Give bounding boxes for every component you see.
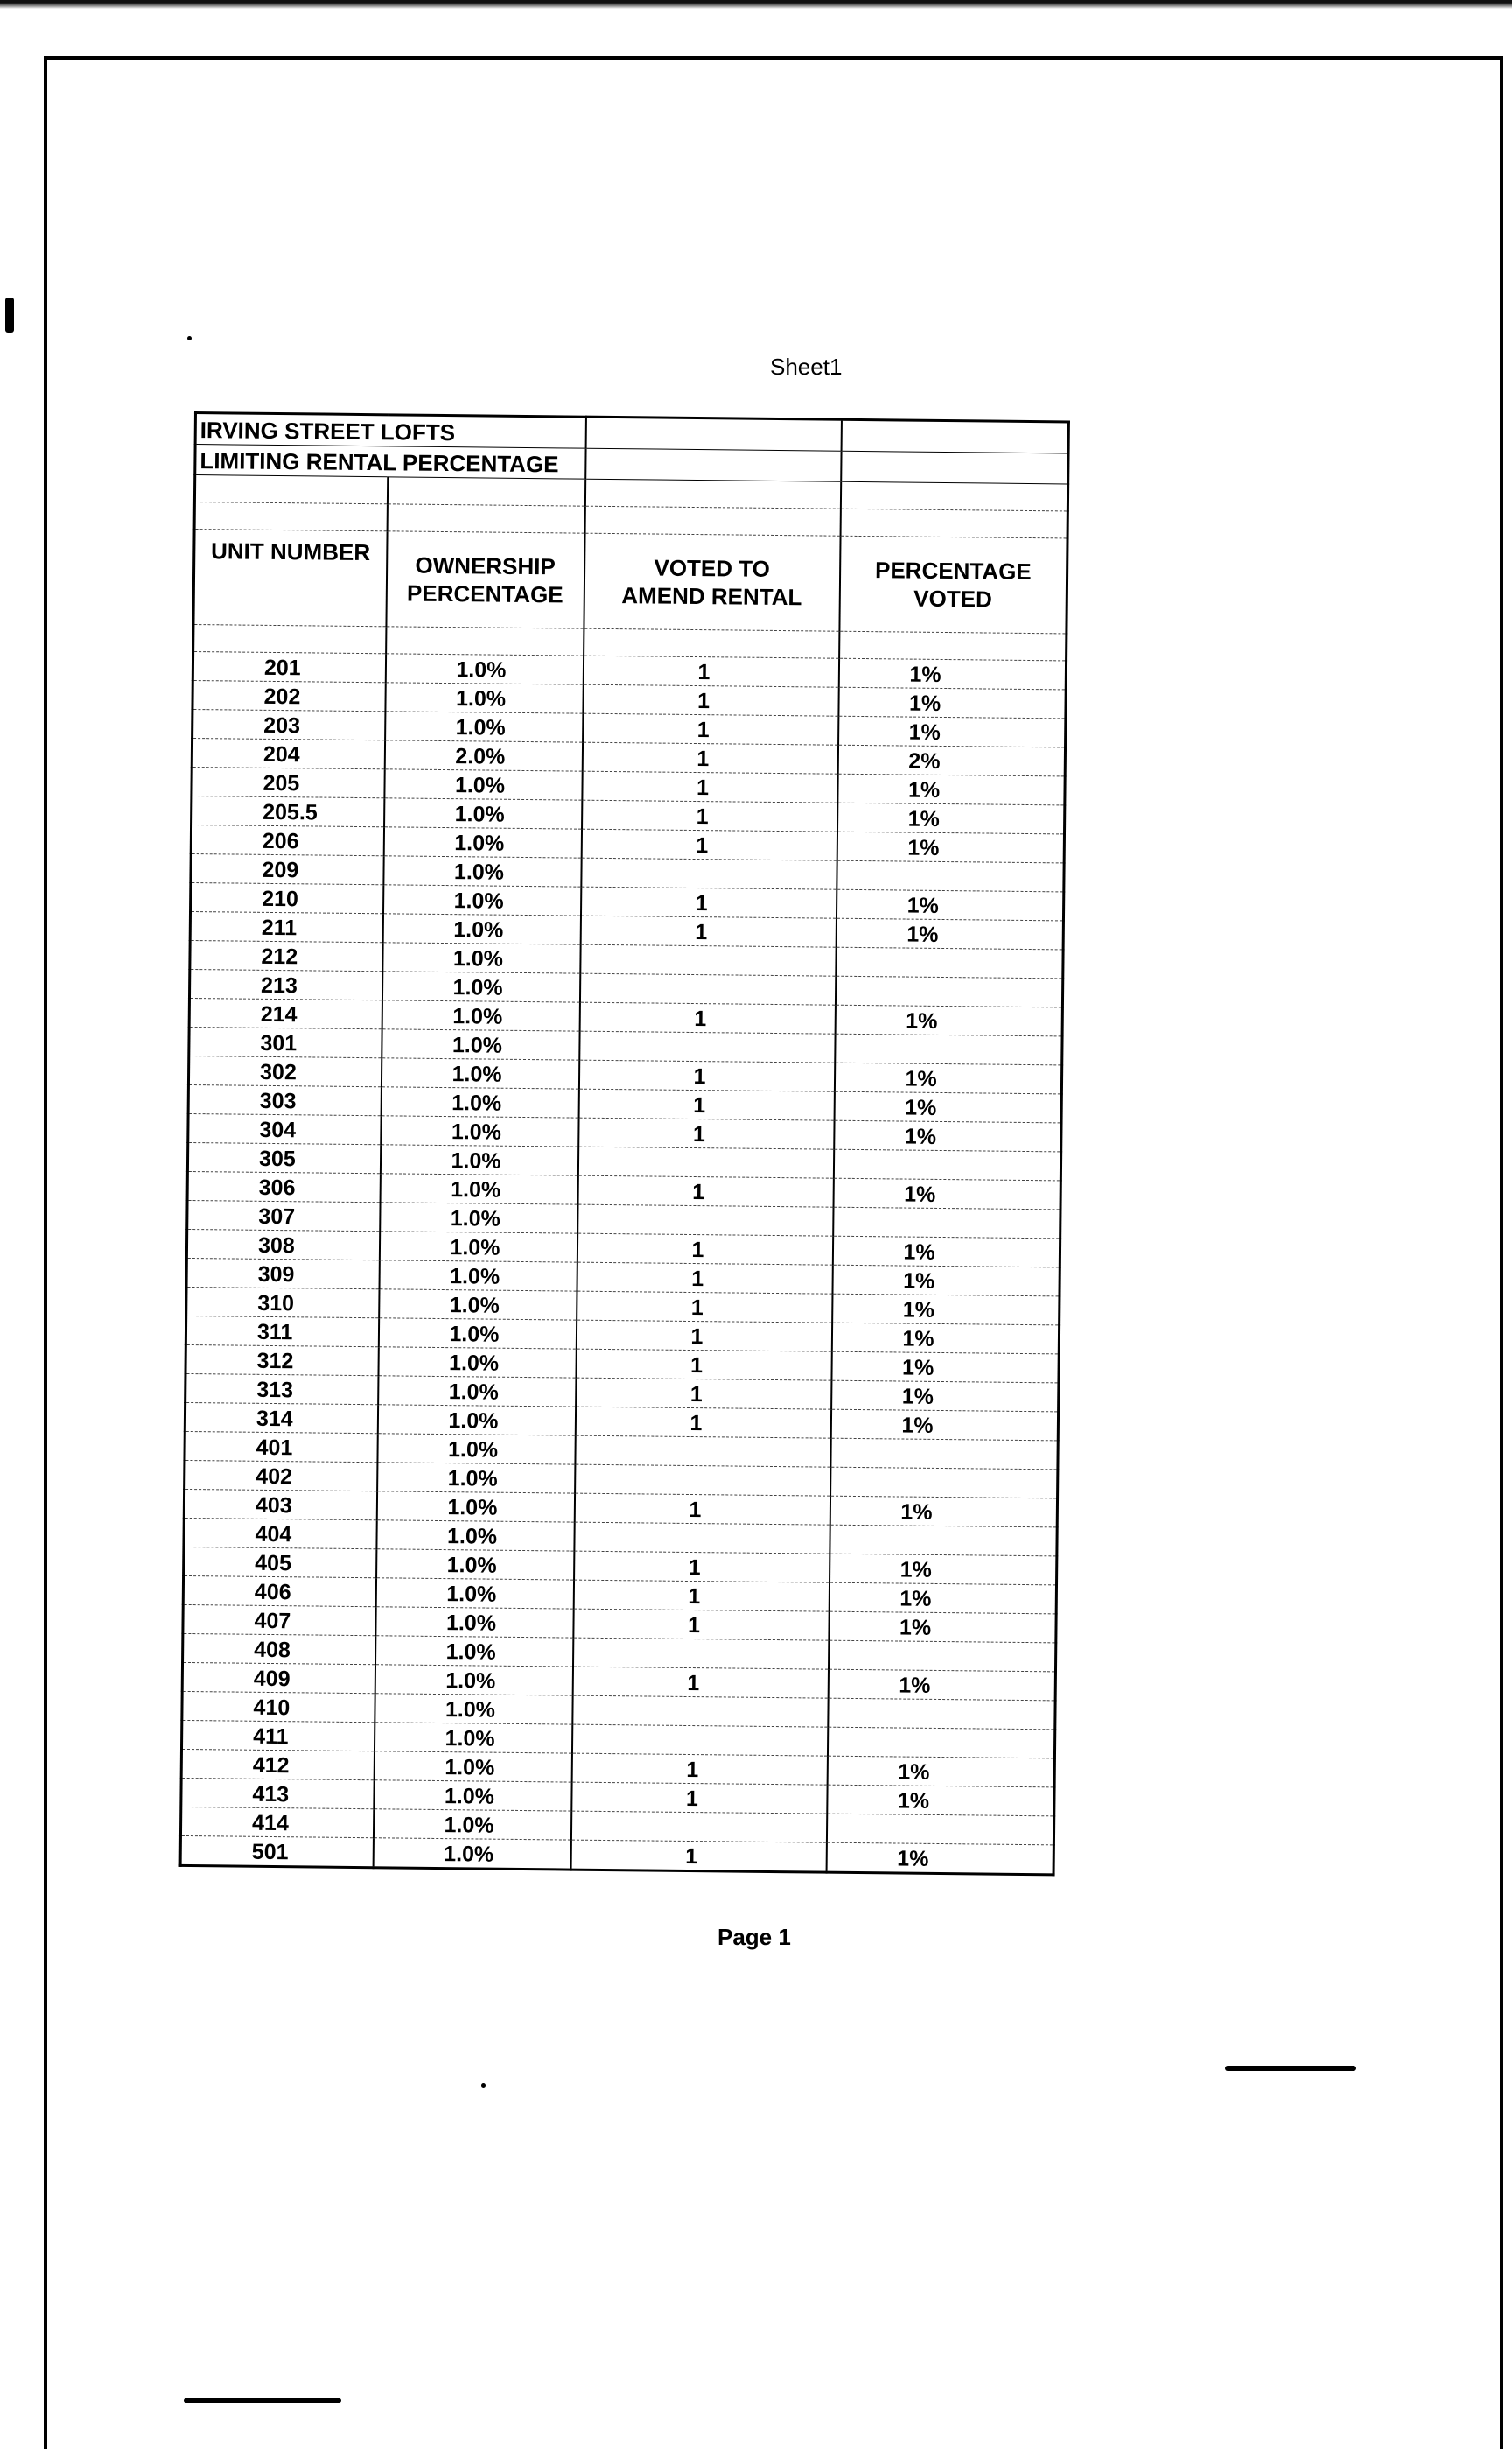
scan-mark bbox=[1225, 2066, 1356, 2071]
voted-cell bbox=[573, 1638, 829, 1669]
voted-cell: 1 bbox=[576, 1320, 831, 1351]
unit-number-cell: 214 bbox=[189, 998, 382, 1028]
ownership-cell: 1.0% bbox=[378, 1376, 576, 1407]
percentage-voted-cell: 1% bbox=[837, 803, 1065, 834]
ownership-cell: 1.0% bbox=[379, 1260, 577, 1291]
ownership-cell: 1.0% bbox=[380, 1203, 578, 1233]
unit-number-cell: 211 bbox=[190, 911, 382, 942]
percentage-voted-cell: 1% bbox=[832, 1294, 1060, 1325]
voted-cell bbox=[579, 1031, 835, 1063]
voted-cell: 1 bbox=[577, 1291, 832, 1323]
unit-number-cell: 205 bbox=[192, 767, 384, 797]
voted-cell: 1 bbox=[582, 800, 837, 832]
ownership-cell: 1.0% bbox=[382, 1029, 579, 1060]
voted-cell: 1 bbox=[578, 1089, 834, 1120]
ownership-cell: 1.0% bbox=[383, 827, 581, 858]
ownership-cell: 1.0% bbox=[379, 1289, 577, 1320]
ownership-cell: 1.0% bbox=[377, 1463, 575, 1493]
percentage-voted-cell bbox=[836, 947, 1063, 979]
unit-number-cell: 408 bbox=[183, 1633, 375, 1664]
unit-number-cell: 209 bbox=[191, 853, 383, 884]
percentage-voted-cell bbox=[830, 1438, 1058, 1470]
ownership-cell: 1.0% bbox=[379, 1232, 577, 1262]
percentage-voted-cell bbox=[836, 860, 1064, 892]
percentage-voted-cell bbox=[833, 1149, 1060, 1181]
unit-number-cell: 407 bbox=[183, 1604, 375, 1635]
ownership-cell: 1.0% bbox=[384, 769, 582, 800]
percentage-voted-cell: 1% bbox=[834, 1091, 1061, 1123]
ownership-cell: 1.0% bbox=[377, 1434, 575, 1464]
percentage-voted-cell: 1% bbox=[838, 658, 1066, 690]
unit-number-cell: 302 bbox=[188, 1056, 381, 1086]
voted-cell bbox=[580, 944, 836, 976]
voted-cell: 1 bbox=[578, 1175, 833, 1207]
header-voted-to-amend: VOTED TO AMEND RENTAL bbox=[584, 533, 840, 631]
scan-speck bbox=[187, 336, 192, 340]
percentage-voted-cell bbox=[835, 976, 1062, 1007]
page-number: Page 1 bbox=[718, 1924, 791, 1950]
rental-table-container bbox=[179, 411, 1068, 1871]
percentage-voted-cell bbox=[830, 1525, 1057, 1556]
table-subtitle: LIMITING RENTAL PERCENTAGE bbox=[195, 445, 585, 480]
unit-number-cell: 401 bbox=[185, 1431, 377, 1462]
header-ownership-percentage: OWNERSHIP PERCENTAGE bbox=[386, 531, 584, 628]
scan-edge bbox=[0, 0, 1512, 9]
percentage-voted-cell: 2% bbox=[837, 745, 1065, 776]
unit-number-cell: 310 bbox=[186, 1287, 379, 1317]
voted-cell: 1 bbox=[579, 1002, 835, 1034]
unit-number-cell: 206 bbox=[191, 825, 383, 855]
voted-cell: 1 bbox=[577, 1233, 832, 1265]
ownership-cell: 1.0% bbox=[382, 914, 580, 944]
unit-number-cell: 309 bbox=[186, 1258, 379, 1288]
table-title: IRVING STREET LOFTS bbox=[195, 413, 585, 449]
voted-cell: 1 bbox=[571, 1753, 827, 1785]
ownership-cell: 1.0% bbox=[373, 1838, 570, 1870]
scan-speck bbox=[481, 2083, 486, 2088]
header-unit-number: UNIT NUMBER bbox=[193, 530, 387, 627]
unit-number-cell: 402 bbox=[185, 1460, 377, 1491]
percentage-voted-cell: 1% bbox=[830, 1554, 1057, 1585]
percentage-voted-cell: 1% bbox=[831, 1380, 1059, 1412]
percentage-voted-cell: 1% bbox=[831, 1323, 1059, 1354]
voted-cell bbox=[574, 1522, 830, 1554]
ownership-cell: 1.0% bbox=[380, 1174, 578, 1204]
percentage-voted-cell: 1% bbox=[829, 1582, 1056, 1614]
percentage-voted-cell: 1% bbox=[835, 1005, 1062, 1036]
unit-number-cell: 201 bbox=[192, 652, 385, 683]
percentage-voted-cell bbox=[830, 1467, 1058, 1498]
ownership-cell: 1.0% bbox=[376, 1549, 574, 1580]
sheet-title: Sheet1 bbox=[770, 354, 843, 380]
ownership-cell: 1.0% bbox=[374, 1694, 572, 1724]
unit-number-cell: 311 bbox=[186, 1316, 378, 1346]
voted-cell: 1 bbox=[570, 1840, 826, 1872]
unit-number-cell: 307 bbox=[187, 1200, 380, 1231]
voted-cell bbox=[571, 1724, 827, 1756]
voted-cell: 1 bbox=[576, 1378, 831, 1409]
percentage-voted-cell: 1% bbox=[827, 1785, 1054, 1816]
unit-number-cell: 202 bbox=[192, 680, 385, 711]
unit-number-cell: 410 bbox=[182, 1691, 374, 1722]
voted-cell: 1 bbox=[582, 742, 837, 774]
unit-number-cell: 403 bbox=[184, 1489, 376, 1519]
percentage-voted-cell: 1% bbox=[830, 1496, 1057, 1527]
ownership-cell: 1.0% bbox=[381, 1058, 578, 1089]
unit-number-cell: 414 bbox=[180, 1807, 373, 1837]
voted-cell: 1 bbox=[573, 1580, 829, 1611]
unit-number-cell: 304 bbox=[188, 1113, 381, 1144]
percentage-voted-cell: 1% bbox=[831, 1351, 1059, 1383]
percentage-voted-cell bbox=[826, 1814, 1054, 1845]
voted-cell bbox=[575, 1435, 830, 1467]
scan-mark bbox=[5, 298, 14, 333]
unit-number-cell: 205.5 bbox=[192, 796, 384, 826]
unit-number-cell: 406 bbox=[183, 1575, 375, 1606]
unit-number-cell: 301 bbox=[189, 1027, 382, 1057]
column-header-row bbox=[193, 530, 1068, 634]
unit-number-cell: 412 bbox=[181, 1749, 374, 1779]
voted-cell: 1 bbox=[578, 1118, 834, 1149]
ownership-cell: 2.0% bbox=[384, 740, 582, 771]
voted-cell: 1 bbox=[582, 771, 837, 803]
ownership-cell: 1.0% bbox=[382, 1000, 579, 1031]
percentage-voted-cell: 1% bbox=[828, 1669, 1055, 1701]
ownership-cell: 1.0% bbox=[374, 1665, 572, 1695]
percentage-voted-cell: 1% bbox=[836, 889, 1063, 921]
unit-number-cell: 303 bbox=[188, 1084, 381, 1115]
voted-cell: 1 bbox=[574, 1551, 830, 1582]
unit-number-cell: 210 bbox=[191, 882, 383, 913]
ownership-cell: 1.0% bbox=[381, 1087, 578, 1118]
ownership-cell: 1.0% bbox=[381, 1116, 578, 1147]
percentage-voted-cell: 1% bbox=[838, 687, 1066, 719]
percentage-voted-cell bbox=[827, 1727, 1054, 1758]
ownership-cell: 1.0% bbox=[378, 1318, 576, 1349]
unit-number-cell: 409 bbox=[182, 1662, 374, 1693]
voted-cell: 1 bbox=[580, 916, 836, 947]
ownership-cell: 1.0% bbox=[382, 943, 580, 973]
voted-cell: 1 bbox=[574, 1493, 830, 1525]
unit-number-cell: 501 bbox=[180, 1835, 373, 1867]
percentage-voted-cell: 1% bbox=[827, 1756, 1054, 1787]
voted-cell: 1 bbox=[572, 1667, 828, 1698]
unit-number-cell: 413 bbox=[181, 1778, 374, 1808]
unit-number-cell: 203 bbox=[192, 709, 385, 740]
ownership-cell: 1.0% bbox=[385, 654, 583, 684]
rental-percentage-table bbox=[179, 411, 1070, 1876]
ownership-cell: 1.0% bbox=[375, 1578, 573, 1609]
voted-cell: 1 bbox=[578, 1060, 834, 1091]
percentage-voted-cell bbox=[835, 1034, 1062, 1065]
ownership-cell: 1.0% bbox=[378, 1347, 576, 1378]
voted-cell bbox=[572, 1695, 828, 1727]
unit-number-cell: 312 bbox=[186, 1344, 378, 1375]
ownership-cell: 1.0% bbox=[375, 1607, 573, 1638]
unit-number-cell: 306 bbox=[187, 1171, 380, 1202]
voted-cell bbox=[575, 1464, 830, 1496]
header-percentage-voted: PERCENTAGE VOTED bbox=[839, 536, 1068, 634]
percentage-voted-cell: 1% bbox=[836, 832, 1064, 863]
percentage-voted-cell: 1% bbox=[830, 1409, 1058, 1441]
ownership-cell: 1.0% bbox=[377, 1405, 575, 1435]
percentage-voted-cell: 1% bbox=[833, 1178, 1060, 1210]
unit-number-cell: 204 bbox=[192, 738, 384, 768]
unit-number-cell: 405 bbox=[184, 1547, 376, 1577]
ownership-cell: 1.0% bbox=[380, 1145, 578, 1175]
unit-number-cell: 212 bbox=[190, 940, 382, 971]
voted-cell: 1 bbox=[576, 1349, 831, 1380]
voted-cell bbox=[578, 1204, 833, 1236]
unit-number-cell: 314 bbox=[185, 1402, 377, 1433]
ownership-cell: 1.0% bbox=[383, 885, 581, 916]
voted-cell bbox=[570, 1811, 826, 1842]
percentage-voted-cell bbox=[829, 1640, 1056, 1672]
voted-cell: 1 bbox=[581, 887, 836, 918]
ownership-cell: 1.0% bbox=[385, 683, 583, 713]
percentage-voted-cell: 1% bbox=[832, 1265, 1060, 1296]
voted-cell bbox=[578, 1147, 833, 1178]
unit-number-cell: 305 bbox=[187, 1142, 380, 1173]
voted-cell: 1 bbox=[583, 684, 838, 716]
voted-cell: 1 bbox=[571, 1782, 827, 1814]
percentage-voted-cell: 1% bbox=[829, 1611, 1056, 1643]
voted-cell bbox=[581, 858, 836, 889]
ownership-cell: 1.0% bbox=[374, 1780, 571, 1811]
percentage-voted-cell: 1% bbox=[838, 716, 1066, 747]
ownership-cell: 1.0% bbox=[374, 1751, 571, 1782]
percentage-voted-cell bbox=[828, 1698, 1055, 1730]
scan-mark bbox=[184, 2398, 341, 2403]
percentage-voted-cell bbox=[833, 1207, 1060, 1239]
voted-cell bbox=[579, 973, 835, 1005]
ownership-cell: 1.0% bbox=[382, 972, 579, 1002]
unit-number-cell: 313 bbox=[186, 1373, 378, 1404]
voted-cell: 1 bbox=[583, 713, 838, 745]
voted-cell: 1 bbox=[581, 829, 836, 860]
unit-number-cell: 411 bbox=[181, 1720, 374, 1751]
voted-cell: 1 bbox=[577, 1262, 832, 1294]
ownership-cell: 1.0% bbox=[385, 712, 583, 742]
percentage-voted-cell: 1% bbox=[837, 774, 1065, 805]
unit-number-cell: 308 bbox=[186, 1229, 379, 1260]
voted-cell: 1 bbox=[583, 656, 838, 687]
ownership-cell: 1.0% bbox=[376, 1491, 574, 1522]
ownership-cell: 1.0% bbox=[375, 1636, 573, 1667]
ownership-cell: 1.0% bbox=[383, 856, 581, 887]
unit-number-cell: 213 bbox=[189, 969, 382, 1000]
percentage-voted-cell: 1% bbox=[832, 1236, 1060, 1267]
ownership-cell: 1.0% bbox=[384, 798, 582, 829]
unit-number-cell: 404 bbox=[184, 1518, 376, 1548]
voted-cell: 1 bbox=[575, 1407, 830, 1438]
ownership-cell: 1.0% bbox=[374, 1723, 571, 1753]
percentage-voted-cell: 1% bbox=[826, 1842, 1054, 1875]
percentage-voted-cell: 1% bbox=[836, 918, 1063, 950]
percentage-voted-cell: 1% bbox=[834, 1120, 1061, 1152]
ownership-cell: 1.0% bbox=[376, 1520, 574, 1551]
voted-cell: 1 bbox=[573, 1609, 829, 1640]
ownership-cell: 1.0% bbox=[373, 1809, 570, 1840]
percentage-voted-cell: 1% bbox=[834, 1063, 1061, 1094]
